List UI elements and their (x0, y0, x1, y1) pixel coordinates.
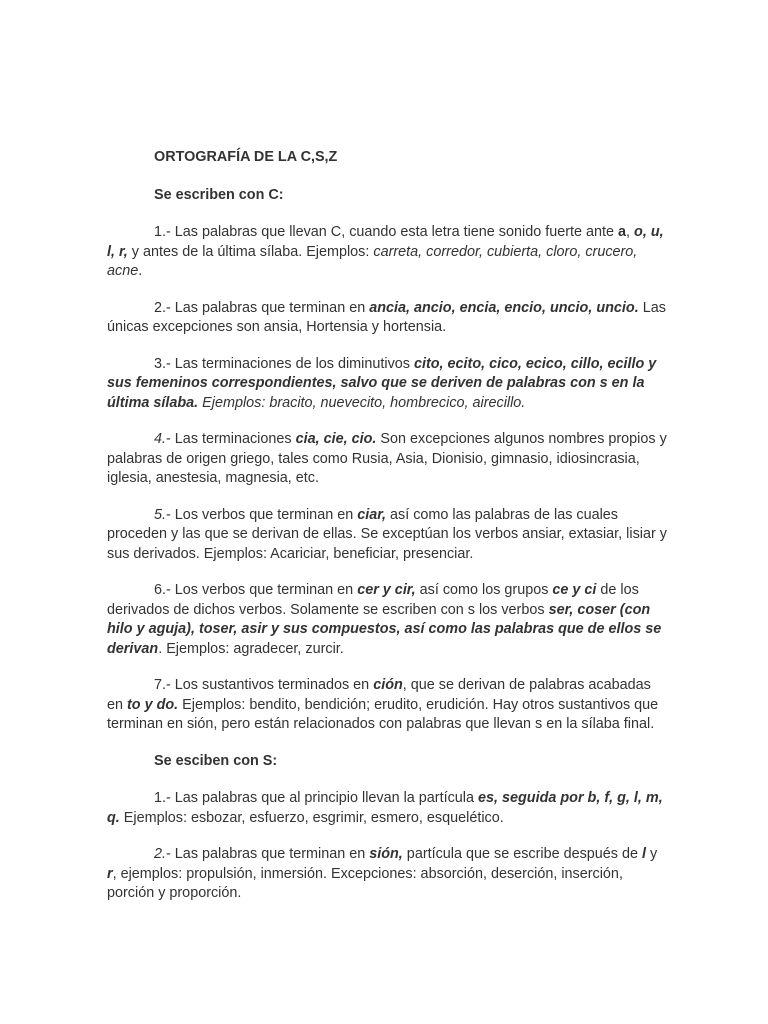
rule-number: 4. (154, 431, 167, 447)
rule-text: Ejemplos: esbozar, esfuerzo, esgrimir, esmero, esquelético. (119, 809, 504, 826)
rule-emphasis: ce y ci (552, 582, 597, 598)
rule-text: Ejemplos: bendito, bendición; erudito, erudición. Hay otros sustantivos que terminan en sión, pero están relacionados con palabras que llevan s en la sílaba final. (107, 696, 659, 732)
rule-examples: Ejemplos: bracito, nuevecito, hombrecico, airecillo. (202, 394, 526, 411)
rule-emphasis: sión, (369, 846, 403, 862)
rule-c-2 (107, 299, 668, 338)
rule-s-1 (107, 789, 668, 828)
rule-text: Las terminaciones de los diminutivos (174, 355, 414, 372)
rule-emphasis: r (107, 865, 113, 882)
rule-text: - Las palabras que terminan en (166, 846, 370, 862)
rule-text: Los verbos que terminan en (174, 582, 358, 598)
section-heading-c: Se escriben con C: (154, 186, 284, 203)
rule-text: partícula que se escribe después de (402, 846, 643, 862)
rule-emphasis: ser, coser (con hilo y aguja), toser, asir y sus compuestos, así como las palabras que de ellos se derivan (107, 601, 662, 657)
rule-emphasis: l (642, 846, 647, 862)
rule-emphasis: es, seguida por b, f, g, l, m, q. (107, 790, 663, 826)
rule-text: Las palabras que llevan C, cuando esta letra tiene sonido fuerte ante (174, 224, 619, 240)
rule-emphasis: a (618, 224, 627, 240)
rule-emphasis: cer y cir, (357, 582, 416, 598)
rule-text: - Las terminaciones (166, 431, 296, 447)
rule-text: . Ejemplos: agradecer, zurcir. (158, 640, 344, 657)
rule-text: , que se derivan de palabras acabadas en (107, 677, 651, 713)
rule-text: , (626, 224, 635, 240)
rule-emphasis: ción (373, 677, 403, 693)
rule-text: - Los verbos que terminan en (166, 506, 358, 523)
rule-text: y antes de la última sílaba. Ejemplos: (127, 243, 374, 260)
rule-number: 7.- (154, 677, 175, 693)
rule-text: Las palabras que terminan en (174, 299, 370, 316)
rule-number: 3.- (154, 355, 175, 372)
rule-text: Las únicas excepciones son ansia, Hortensia y hortensia. (107, 299, 666, 335)
document-title: ORTOGRAFÍA DE LA C,S,Z (154, 149, 338, 165)
rule-c-3 (107, 355, 668, 414)
rule-text: , ejemplos: propulsión, inmersión. Excepciones: absorción, deserción, inserción, porción y proporción. (107, 865, 623, 901)
rule-c-4 (107, 430, 668, 489)
rule-text: y (646, 846, 658, 862)
rule-number: 6.- (154, 582, 175, 598)
rule-number: 2.- (154, 299, 175, 316)
rule-text: Las palabras que al principio llevan la partícula (174, 790, 478, 806)
rule-number: 1.- (154, 790, 175, 806)
rule-text: . (138, 263, 143, 279)
rule-c-6 (107, 581, 668, 659)
rule-c-5 (107, 506, 668, 565)
rule-number: 5. (154, 506, 167, 523)
rule-emphasis: to y do. (127, 696, 179, 713)
rule-examples: carreta, corredor, cubierta, cloro, crucero, acne (107, 243, 638, 279)
rule-text: Son excepciones algunos nombres propios y palabras de origen griego, tales como Rusia, Asia, Dionisio, gimnasio, idiosincrasia, iglesia, anestesia, magnesia, etc. (107, 431, 667, 486)
rule-number: 2. (154, 846, 167, 862)
rule-emphasis: ancia, ancio, encia, encio, uncio, uncio. (369, 299, 639, 316)
rule-text: así como los grupos (415, 582, 553, 598)
rule-text: de los derivados de dichos verbos. Solamente se escriben con s los verbos (107, 582, 639, 618)
section-heading-s: Se esciben con S: (154, 752, 278, 769)
rule-emphasis: o, u, l, r, (107, 224, 664, 260)
rule-c-1 (107, 223, 668, 282)
rule-text: así como las palabras de las cuales proceden y las que se derivan de ellas. Se exceptúan los verbos ansiar, extasiar, lisiar y sus derivados. Ejemplos: Acariciar, beneficiar, presenciar. (107, 506, 667, 562)
rule-number: 1.- (154, 224, 175, 240)
rule-s-2 (107, 845, 668, 904)
rule-emphasis: cito, ecito, cico, ecico, cillo, ecillo y sus femeninos correspondientes, salvo que se deriven de palabras con s en la última sílaba. (107, 355, 657, 411)
rule-emphasis: cia, cie, cio. (295, 431, 377, 447)
rule-c-7 (107, 676, 668, 735)
rule-emphasis: ciar, (357, 506, 387, 523)
rule-text: Los sustantivos terminados en (174, 677, 374, 693)
